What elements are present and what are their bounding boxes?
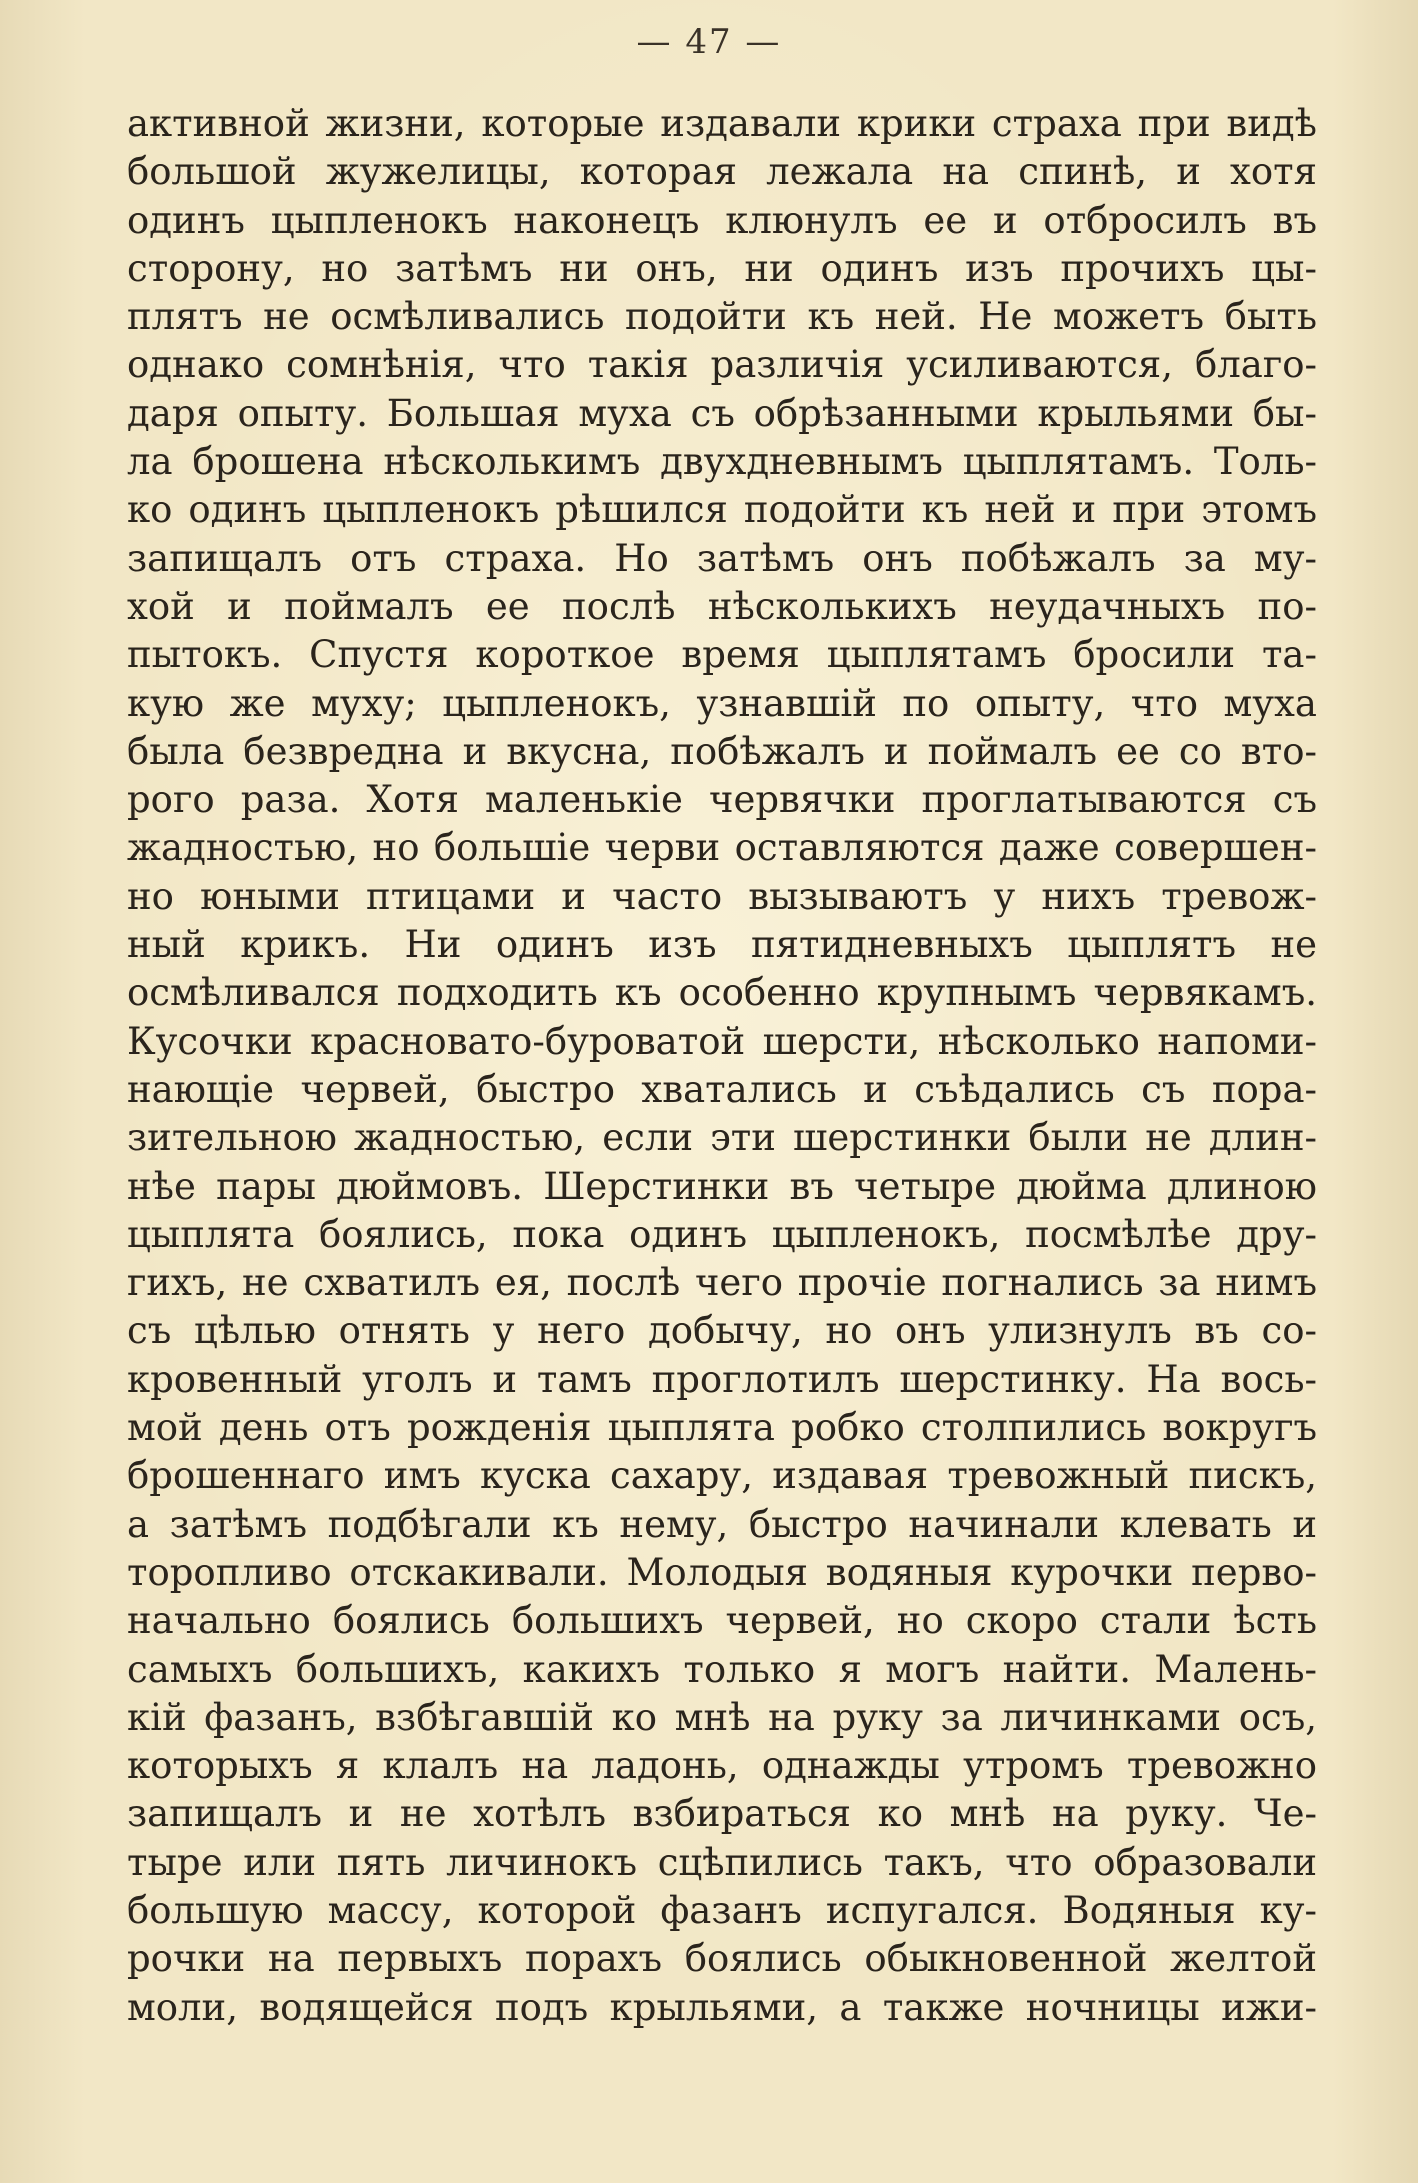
text-line: самыхъ большихъ, какихъ только я могъ найти. Малень- [127, 1647, 1317, 1691]
text-line: большую массу, которой фазанъ испугался. Водяныя ку- [127, 1888, 1317, 1932]
text-line: одинъ цыпленокъ наконецъ клюнулъ ее и отбросилъ въ [127, 198, 1317, 242]
text-line: тыре или пять личинокъ сцѣпились такъ, что образовали [127, 1840, 1317, 1884]
text-line: жадностью, но большіе черви оставляются даже совершен- [127, 826, 1317, 870]
text-line: брошеннаго имъ куска сахару, издавая тревожный пискъ, [127, 1454, 1317, 1498]
text-line: ко одинъ цыпленокъ рѣшился подойти къ ней и при этомъ [127, 488, 1317, 532]
text-line: запищалъ отъ страха. Но затѣмъ онъ побѣжалъ за му- [127, 536, 1317, 580]
text-line: Кусочки красновато-буроватой шерсти, нѣсколько напоми- [127, 1019, 1317, 1063]
text-line: кій фазанъ, взбѣгавшій ко мнѣ на руку за личинками осъ, [127, 1695, 1317, 1739]
text-line: мой день отъ рожденія цыплята робко столпились вокругъ [127, 1406, 1317, 1450]
text-line: моли, водящейся подъ крыльями, а также ночницы ижи- [127, 1985, 1317, 2029]
text-line: ла брошена нѣсколькимъ двухдневнымъ цыплятамъ. Толь- [127, 440, 1317, 484]
text-line: осмѣливался подходить къ особенно крупнымъ червякамъ. [127, 971, 1317, 1015]
text-line: нающіе червей, быстро хватались и съѣдались съ пора- [127, 1067, 1317, 1111]
text-line: нѣе пары дюймовъ. Шерстинки въ четыре дюйма длиною [127, 1164, 1317, 1208]
text-line: цыплята боялись, пока одинъ цыпленокъ, посмѣлѣе дру- [127, 1212, 1317, 1256]
text-line: рочки на первыхъ порахъ боялись обыкновенной желтой [127, 1937, 1317, 1981]
text-line: плятъ не осмѣливались подойти къ ней. Не можетъ быть [127, 295, 1317, 339]
text-line: кровенный уголъ и тамъ проглотилъ шерстинку. На вось- [127, 1357, 1317, 1401]
text-line: запищалъ и не хотѣлъ взбираться ко мнѣ на руку. Че- [127, 1792, 1317, 1836]
text-line: кую же муху; цыпленокъ, узнавшій по опыту, что муха [127, 681, 1317, 725]
text-line: рого раза. Хотя маленькіе червячки проглатываются съ [127, 778, 1317, 822]
text-line: съ цѣлью отнять у него добычу, но онъ улизнулъ въ со- [127, 1309, 1317, 1353]
text-line: однако сомнѣнія, что такія различія усиливаются, благо- [127, 343, 1317, 387]
text-line: была безвредна и вкусна, побѣжалъ и поймалъ ее со вто- [127, 729, 1317, 773]
text-line: ный крикъ. Ни одинъ изъ пятидневныхъ цыплятъ не [127, 923, 1317, 967]
body-text [127, 100, 1317, 2032]
text-line: активной жизни, которые издавали крики страха при видѣ [127, 102, 1317, 145]
text-line: даря опыту. Большая муха съ обрѣзанными крыльями бы- [127, 391, 1317, 435]
text-line: начально боялись большихъ червей, но скоро стали ѣсть [127, 1599, 1317, 1643]
text-line: но юными птицами и часто вызываютъ у нихъ тревож- [127, 874, 1317, 918]
text-line: а затѣмъ подбѣгали къ нему, быстро начинали клевать и [127, 1502, 1317, 1546]
text-line: торопливо отскакивали. Молодыя водяныя курочки перво- [127, 1550, 1317, 1594]
text-line: хой и поймалъ ее послѣ нѣсколькихъ неудачныхъ по- [127, 584, 1317, 628]
text-line: сторону, но затѣмъ ни онъ, ни одинъ изъ прочихъ цы- [127, 246, 1317, 290]
text-line: гихъ, не схватилъ ея, послѣ чего прочіе погнались за нимъ [127, 1261, 1317, 1305]
text-line: большой жужелицы, которая лежала на спинѣ, и хотя [127, 150, 1317, 194]
text-line: пытокъ. Спустя короткое время цыплятамъ бросили та- [127, 633, 1317, 677]
text-line: зительною жадностью, если эти шерстинки были не длин- [127, 1116, 1317, 1160]
page-number: — 47 — [636, 22, 782, 62]
text-line: которыхъ я клалъ на ладонь, однажды утромъ тревожно [127, 1744, 1317, 1788]
